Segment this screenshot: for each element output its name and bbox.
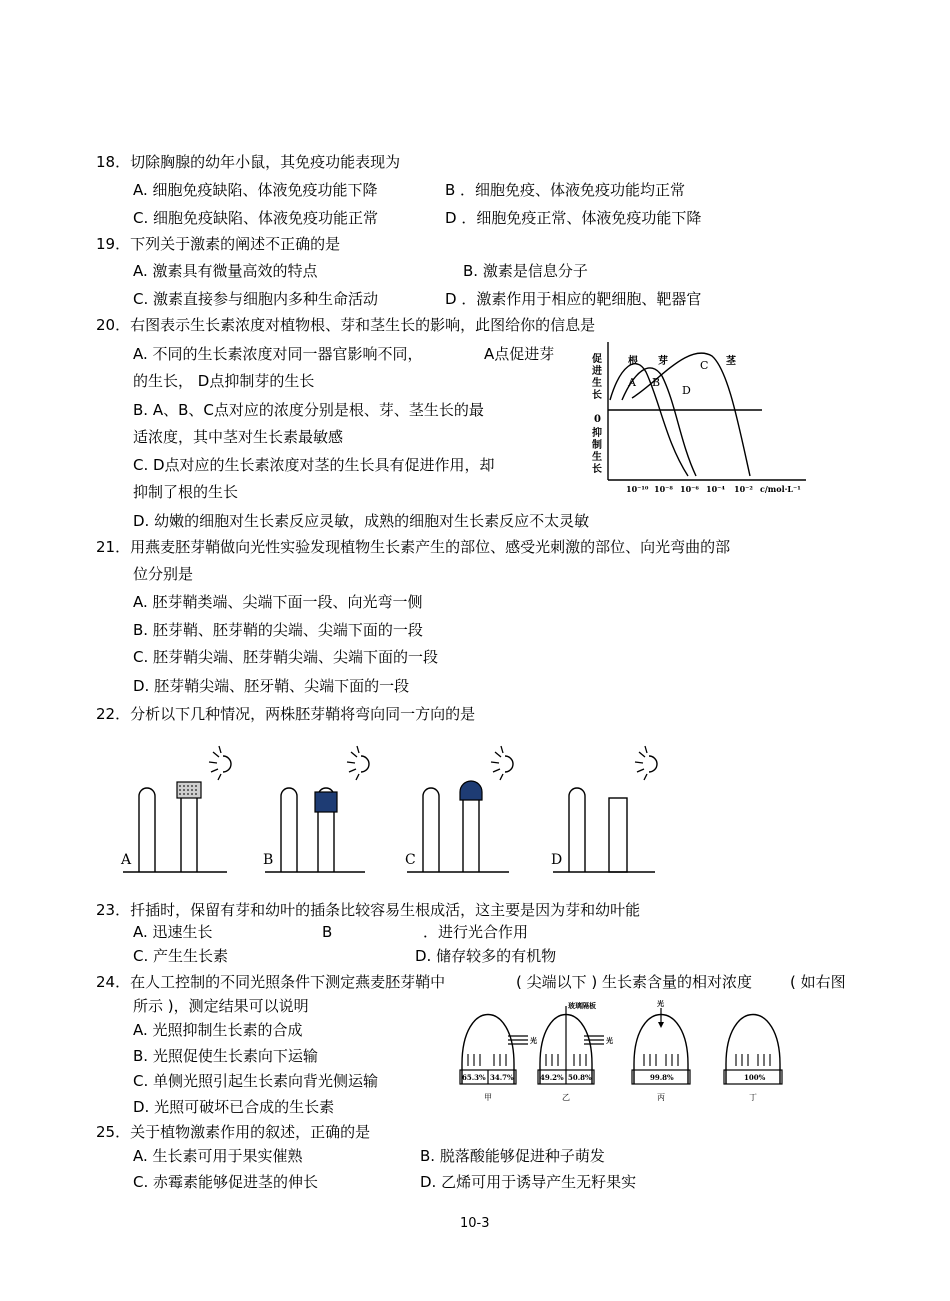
fig20-ylabel-zero: 0 [594, 414, 601, 425]
fig20-label-bud: 芽 [658, 356, 668, 367]
fig24-jia-right: 34.7% [490, 1073, 514, 1082]
fig20-ylabel-promote-3: 生 [592, 378, 602, 389]
q19-option-a: A. 激素具有微量高效的特点 [133, 262, 318, 280]
q25-option-d: D. 乙烯可用于诱导产生无籽果实 [420, 1173, 637, 1191]
q24-option-c: C. 单侧光照引起生长素向背光侧运输 [133, 1072, 379, 1090]
q24-stem-part1: 24．在人工控制的不同光照条件下测定燕麦胚芽鞘中 [96, 973, 446, 991]
fig20-ylabel-inhibit-2: 制 [592, 440, 602, 451]
q18-option-b: B ．细胞免疫、体液免疫功能均正常 [445, 181, 686, 199]
fig20-ylabel-promote-4: 长 [592, 390, 602, 401]
q24-option-a: A. 光照抑制生长素的合成 [133, 1021, 303, 1039]
q24-stem-part2: ( 尖端以下 ) 生长素含量的相对浓度 [516, 973, 753, 991]
fig20-ylabel-inhibit-3: 生 [592, 452, 602, 463]
coleoptile-experiments-figure [115, 740, 675, 880]
q25-option-b: B. 脱落酸能够促进种子萌发 [420, 1147, 605, 1165]
fig24-ding-value: 100% [744, 1073, 766, 1082]
q20-option-b-line2: 适浓度，其中茎对生长素最敏感 [133, 428, 344, 446]
q22-stem: 22．分析以下几种情况，两株胚芽鞘将弯向同一方向的是 [96, 705, 476, 723]
q21-stem-line2: 位分别是 [133, 565, 194, 583]
fig20-xtick-4: 10⁻⁴ [706, 484, 725, 494]
fig24-name-bing: 丙 [657, 1093, 665, 1102]
q18-option-a: A. 细胞免疫缺陷、体液免疫功能下降 [133, 181, 378, 199]
fig20-point-d: D [682, 384, 691, 397]
q21-option-c: C. 胚芽鞘尖端、胚芽鞘尖端、尖端下面的一段 [133, 648, 439, 666]
q24-stem-line2: 所示 )，测定结果可以说明 [133, 997, 309, 1015]
auxin-distribution-figure [452, 1000, 792, 1104]
fig24-light-bing: 光 [657, 1000, 664, 1008]
fig20-xtick-5: 10⁻² [734, 484, 753, 494]
q21-option-a: A. 胚芽鞘类端、尖端下面一段、向光弯一侧 [133, 593, 423, 611]
q22-label-d: D [551, 852, 563, 868]
q20-option-a-line1: A. 不同的生长素浓度对同一器官影响不同， [133, 345, 423, 363]
fig24-name-jia: 甲 [484, 1093, 492, 1102]
q23-option-b-letter: B [322, 923, 333, 941]
q19-option-d: D ．激素作用于相应的靶细胞、靶器官 [445, 290, 702, 308]
q19-stem: 19．下列关于激素的阐述不正确的是 [96, 235, 341, 253]
fig24-name-ding: 丁 [749, 1093, 757, 1102]
fig24-partition-label: 玻璃隔板 [568, 1001, 596, 1010]
q24-option-d: D. 光照可破坏已合成的生长素 [133, 1098, 335, 1116]
q20-option-a-line2: 的生长， D点抑制芽的生长 [133, 372, 315, 390]
q23-option-a: A. 迅速生长 [133, 923, 213, 941]
q22-label-c: C [405, 852, 416, 868]
fig20-point-b: B [652, 376, 661, 389]
auxin-concentration-figure [588, 342, 810, 500]
q22-label-b: B [263, 852, 274, 868]
q20-option-c-line2: 抑制了根的生长 [133, 483, 239, 501]
q20-stem: 20．右图表示生长素浓度对植物根、芽和茎生长的影响，此图给你的信息是 [96, 316, 596, 334]
fig20-point-a: A [628, 376, 636, 389]
fig20-label-root: 根 [628, 356, 638, 367]
fig20-xunit: c/mol·L⁻¹ [760, 484, 801, 494]
q19-option-b: B. 激素是信息分子 [463, 262, 588, 280]
page-number: 10-3 [460, 1216, 490, 1231]
fig24-bing-value: 99.8% [650, 1073, 674, 1082]
q21-stem-line1: 21．用燕麦胚芽鞘做向光性实验发现植物生长素产生的部位、感受光刺激的部位、向光弯曲的部 [96, 538, 731, 556]
fig20-ylabel-inhibit-4: 长 [592, 464, 602, 475]
fig20-point-c: C [700, 359, 709, 372]
q23-option-b-text: ．进行光合作用 [423, 923, 529, 941]
q23-option-c: C. 产生生长素 [133, 947, 229, 965]
q21-option-d: D. 胚芽鞘尖端、胚牙鞘、尖端下面的一段 [133, 677, 410, 695]
q18-option-d: D ．细胞免疫正常、体液免疫功能下降 [445, 209, 702, 227]
q20-option-b-line1: B. A、B、C点对应的浓度分别是根、芽、茎生长的最 [133, 401, 484, 419]
q19-option-c: C. 激素直接参与细胞内多种生命活动 [133, 290, 379, 308]
q23-stem: 23．扦插时，保留有芽和幼叶的插条比较容易生根成活，这主要是因为芽和幼叶能 [96, 901, 641, 919]
q18-option-c: C. 细胞免疫缺陷、体液免疫功能正常 [133, 209, 379, 227]
fig24-name-yi: 乙 [562, 1093, 570, 1102]
fig20-xtick-3: 10⁻⁶ [680, 484, 699, 494]
q25-option-c: C. 赤霉素能够促进茎的伸长 [133, 1173, 319, 1191]
fig24-yi-right: 50.8% [568, 1073, 592, 1082]
q20-option-a-line1b: A点促进芽 [484, 345, 555, 363]
fig24-light-jia: 光 [530, 1036, 537, 1045]
q24-stem-part3: ( 如右图 [790, 973, 846, 991]
q23-option-d: D. 储存较多的有机物 [415, 947, 557, 965]
q24-option-b: B. 光照促使生长素向下运输 [133, 1047, 318, 1065]
q21-option-b: B. 胚芽鞘、胚芽鞘的尖端、尖端下面的一段 [133, 621, 423, 639]
fig20-ylabel-promote-2: 进 [592, 366, 602, 377]
fig24-jia-left: 65.3% [462, 1073, 486, 1082]
q22-label-a: A [121, 852, 132, 868]
fig24-light-yi: 光 [606, 1036, 613, 1045]
q20-option-d: D. 幼嫩的细胞对生长素反应灵敏，成熟的细胞对生长素反应不太灵敏 [133, 512, 590, 530]
fig20-xtick-2: 10⁻⁸ [654, 484, 673, 494]
q18-stem: 18．切除胸腺的幼年小鼠，其免疫功能表现为 [96, 153, 401, 171]
fig20-label-stem: 茎 [726, 356, 736, 367]
fig20-ylabel-promote-1: 促 [592, 354, 602, 365]
q25-option-a: A. 生长素可用于果实催熟 [133, 1147, 303, 1165]
fig20-xtick-1: 10⁻¹⁰ [626, 484, 649, 494]
fig20-ylabel-inhibit-1: 抑 [592, 428, 602, 439]
q25-stem: 25．关于植物激素作用的叙述，正确的是 [96, 1123, 371, 1141]
q20-option-c-line1: C. D点对应的生长素浓度对茎的生长具有促进作用，却 [133, 456, 495, 474]
fig24-yi-left: 49.2% [540, 1073, 564, 1082]
